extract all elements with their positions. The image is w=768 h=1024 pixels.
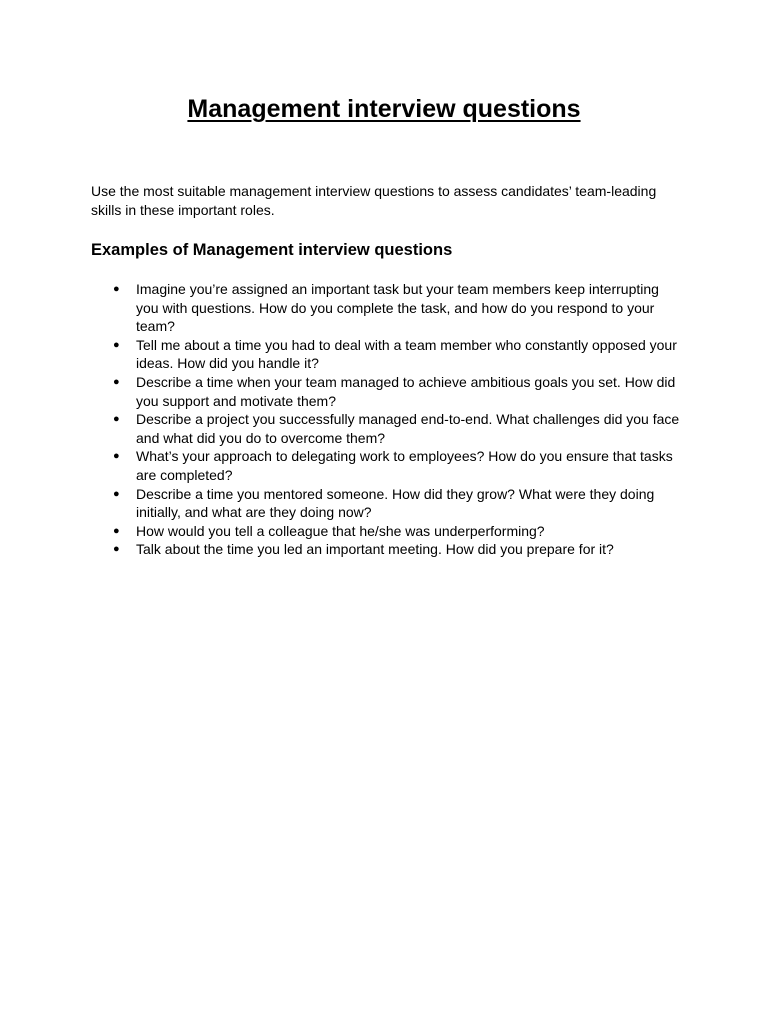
list-item <box>0 280 681 336</box>
list-item <box>0 373 681 410</box>
bullet-icon: ● <box>113 487 120 500</box>
bullet-icon: ● <box>113 413 120 426</box>
question-text: Describe a time you mentored someone. How did they grow? What were they doing initially, and what are they doing now? <box>136 485 655 521</box>
document-title: Management interview questions <box>187 95 581 123</box>
list-item <box>0 447 681 484</box>
list-item <box>0 485 681 522</box>
list-item <box>0 336 681 373</box>
bullet-icon: ● <box>113 375 120 388</box>
question-text: Describe a time when your team managed to achieve ambitious goals you set. How did you support and motivate them? <box>136 373 676 409</box>
question-text: Imagine you’re assigned an important task but your team members keep interrupting you with questions. How do you complete the task, and how do you respond to your team? <box>136 281 659 335</box>
bullet-icon: ● <box>113 450 120 463</box>
bullet-icon: ● <box>113 543 120 556</box>
bullet-icon: ● <box>113 283 120 295</box>
question-list <box>0 280 768 559</box>
intro-paragraph: Use the most suitable management interview questions to assess candidates’ team-leading skills in these important roles. <box>91 183 657 218</box>
section-heading: Examples of Management interview questions <box>91 241 453 259</box>
question-text: Tell me about a time you had to deal with a team member who constantly opposed your ideas. How did you handle it? <box>136 336 677 372</box>
question-text: What’s your approach to delegating work to employees? How do you ensure that tasks are completed? <box>136 448 673 483</box>
list-item <box>0 540 681 559</box>
question-text: Talk about the time you led an important meeting. How did you prepare for it? <box>136 541 614 558</box>
question-text: Describe a project you successfully managed end-to-end. What challenges did you face and what did you do to overcome them? <box>136 411 680 446</box>
bullet-icon: ● <box>113 338 120 351</box>
question-text: How would you tell a colleague that he/she was underperforming? <box>136 522 545 539</box>
list-item <box>0 410 681 447</box>
list-item <box>0 522 681 541</box>
bullet-icon: ● <box>113 524 120 537</box>
